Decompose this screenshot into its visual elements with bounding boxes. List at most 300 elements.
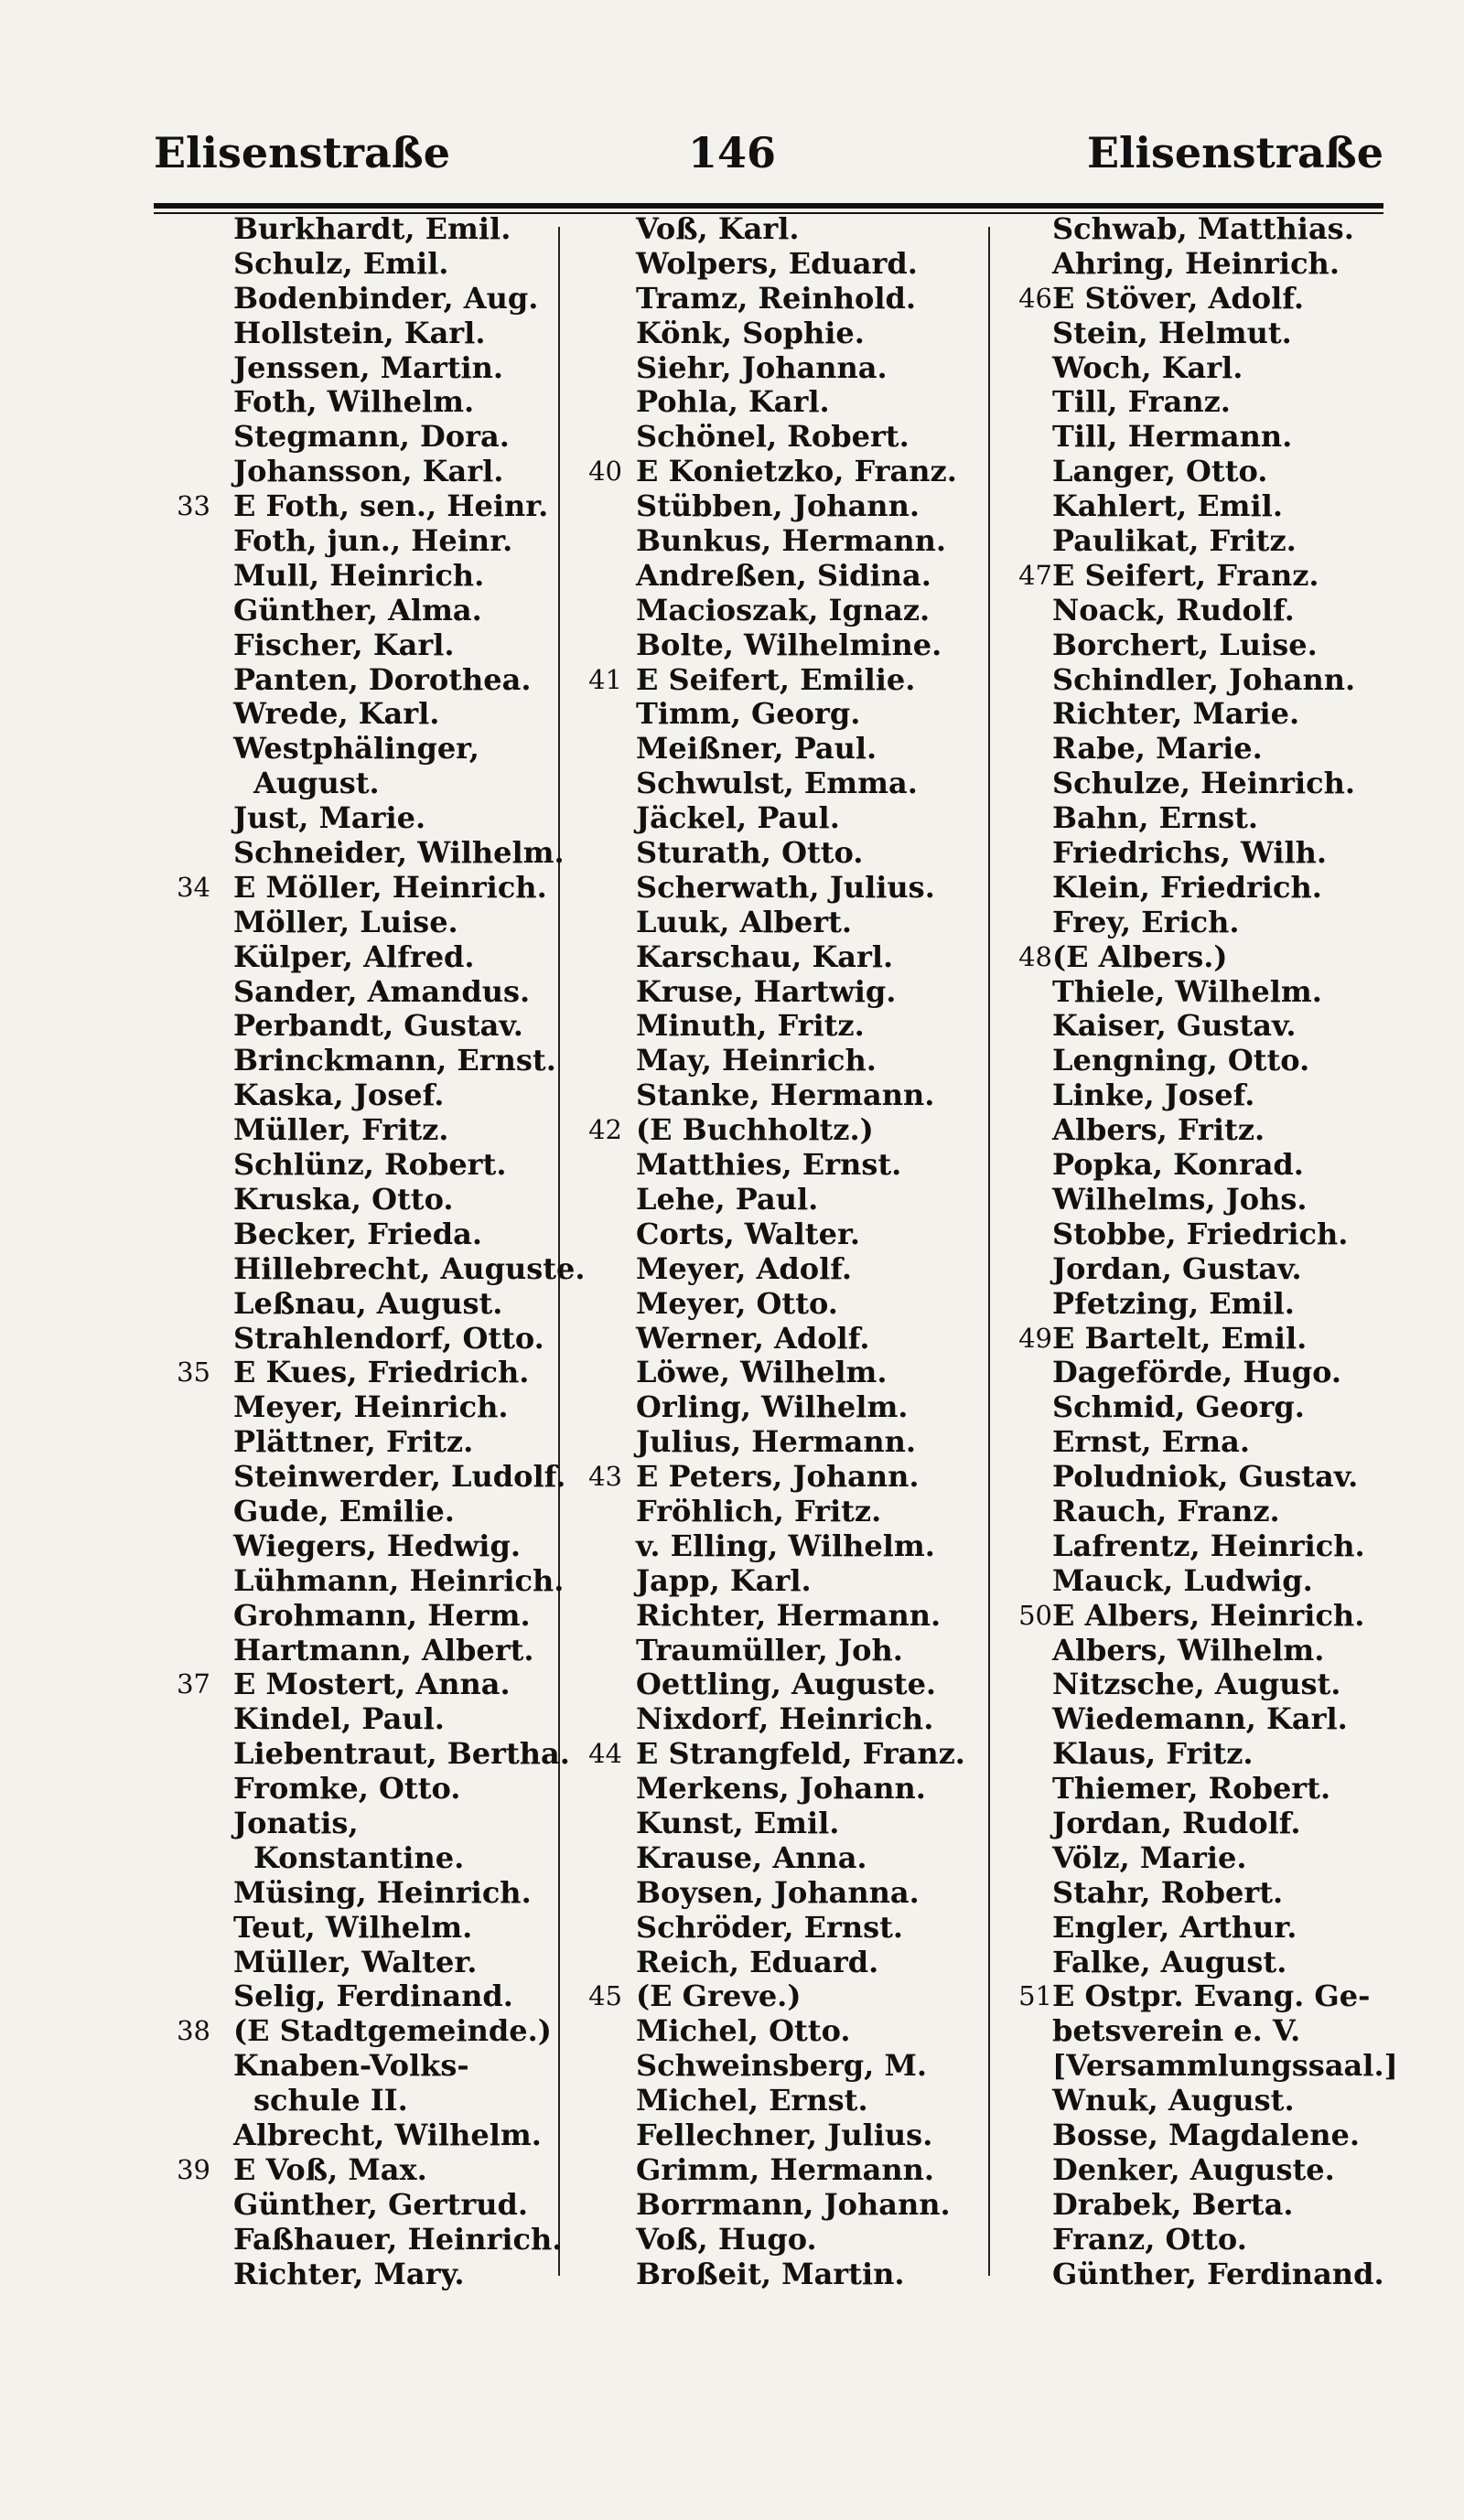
resident-name: Albers, Wilhelm. [1052,1632,1325,1667]
list-item [563,906,993,940]
resident-name: Bosse, Magdalene. [1052,2117,1360,2152]
list-item [151,1979,558,2014]
list-item [151,455,558,489]
resident-name: Kaiser, Gustav. [1052,1008,1297,1044]
resident-name: August. [253,766,380,801]
resident-name: Fischer, Karl. [233,627,455,662]
resident-name: Schlünz, Robert. [233,1147,507,1183]
resident-name: Foth, jun., Heinr. [233,523,513,559]
resident-name: Möller, Luise. [233,904,458,939]
resident-name: Völz, Marie. [1052,1839,1247,1875]
list-item [151,385,558,420]
page-header [0,128,1464,192]
list-item [151,1322,558,1357]
list-item [563,1113,993,1148]
list-item [993,628,1432,663]
list-item [993,1044,1432,1078]
list-item [563,1322,993,1357]
resident-name: Stobbe, Friedrich. [1052,1216,1349,1251]
list-item [151,1459,566,1495]
resident-name: Albrecht, Wilhelm. [233,2117,542,2152]
resident-name: E Foth, sen., Heinr. [233,488,549,524]
list-item [563,732,993,767]
list-item [563,1911,993,1946]
resident-name: Friedrichs, Wilh. [1052,835,1328,871]
resident-name: (E Greve.) [636,1978,802,2014]
resident-name: Reich, Eduard. [636,1944,879,1979]
resident-name: Perbandt, Gustav. [233,1008,523,1044]
resident-name: Traumüller, Joh. [636,1632,903,1667]
list-item [993,1807,1432,1841]
list-item [151,1807,558,1841]
resident-name: E Möller, Heinrich. [233,869,547,905]
resident-name: Broßeit, Martin. [636,2256,905,2291]
resident-name: Richter, Hermann. [636,1597,942,1633]
list-item [563,282,993,316]
list-item [993,2223,1432,2257]
list-item [563,1841,993,1876]
resident-name: v. Elling, Wilhelm. [636,1528,935,1563]
resident-name: Hillebrecht, Auguste. [233,1250,586,1286]
resident-name: Wolpers, Eduard. [636,245,918,281]
list-item [151,351,558,386]
resident-name: Klaus, Fritz. [1052,1736,1254,1772]
house-number: 50 [1018,1599,1052,1631]
list-item [151,1772,558,1807]
resident-name: Thiemer, Robert. [1052,1771,1331,1807]
list-item [993,906,1432,940]
list-item [151,489,558,524]
resident-name: (E Stadtgemeinde.) [233,2013,552,2049]
list-item [151,2221,563,2257]
list-item [993,2118,1432,2153]
resident-name: Knaben-Volks- [233,2048,469,2084]
house-number: 48 [1018,940,1052,972]
resident-name: Pohla, Karl. [636,384,830,420]
resident-name: Müsing, Heinrich. [233,1874,532,1910]
resident-name: Minuth, Fritz. [636,1008,865,1044]
resident-name: Jordan, Gustav. [1052,1250,1302,1286]
list-item [151,1911,558,1946]
house-number: 49 [1018,1322,1052,1354]
resident-name: E Stöver, Adolf. [1052,280,1304,316]
resident-name: Kruse, Hartwig. [636,973,897,1009]
list-item [151,1217,558,1252]
list-item [563,1702,993,1737]
resident-name: Wiegers, Hedwig. [233,1528,521,1563]
resident-name: Schwulst, Emma. [636,766,918,801]
list-item [563,1529,993,1564]
resident-name: Mauck, Ludwig. [1052,1562,1313,1598]
resident-name: Kahlert, Emil. [1052,488,1283,524]
house-number: 34 [177,871,210,903]
list-item [993,2257,1432,2292]
resident-name: Stübben, Johann. [636,488,920,524]
resident-name: Franz, Otto. [1052,2221,1247,2257]
list-item [151,420,558,455]
list-item [563,1495,993,1529]
resident-name: Schneider, Wilhelm. [233,835,565,871]
list-item [993,663,1432,698]
house-number: 51 [1018,1980,1052,2012]
resident-name: Lühmann, Heinrich. [233,1562,565,1598]
resident-name: Falke, August. [1052,1944,1287,1979]
list-item [151,316,558,351]
list-item [563,489,993,524]
resident-name: Siehr, Johanna. [636,349,888,385]
resident-name: Meyer, Otto. [636,1285,838,1321]
resident-name: Stegmann, Dora. [233,419,510,455]
list-item [993,2084,1432,2118]
list-item [993,1425,1432,1460]
house-number: 35 [177,1357,210,1389]
list-item [993,871,1432,906]
list-item [151,906,558,940]
list-item [993,455,1432,489]
list-item [151,1078,558,1113]
resident-name: Foth, Wilhelm. [233,384,475,420]
list-item [563,628,993,663]
resident-name: Fröhlich, Fritz. [636,1493,882,1528]
resident-name: (E Albers.) [1052,938,1228,974]
list-item [151,835,565,871]
list-item [151,212,558,247]
list-item [993,316,1432,351]
resident-name: Richter, Mary. [233,2256,465,2291]
list-item [993,1876,1432,1911]
list-item [563,1634,993,1668]
resident-name: Wiedemann, Karl. [1052,1701,1348,1737]
list-item [151,1009,558,1044]
resident-name: E Seifert, Emilie. [636,661,916,697]
list-item [993,975,1432,1010]
list-item [151,1113,558,1148]
list-item [563,1044,993,1078]
list-item [151,1495,558,1529]
list-item [993,385,1432,420]
resident-name: Becker, Frieda. [233,1216,483,1251]
resident-name: Steinwerder, Ludolf. [233,1459,566,1495]
list-item [993,940,1432,975]
list-item [563,351,993,386]
resident-name: Sander, Amandus. [233,973,531,1009]
resident-name: E Seifert, Franz. [1052,557,1319,593]
list-item [151,1425,558,1460]
list-item [993,351,1432,386]
resident-name: Linke, Josef. [1052,1078,1255,1113]
resident-name: Panten, Dorothea. [233,661,532,697]
list-item [151,2084,558,2118]
list-item [563,697,993,732]
resident-name: Michel, Otto. [636,2013,851,2049]
resident-name: Teut, Wilhelm. [233,1909,473,1945]
resident-name: Plättner, Fritz. [233,1424,474,1460]
resident-name: E Voß, Max. [233,2151,427,2187]
list-item [151,767,558,801]
resident-name: Paulikat, Fritz. [1052,523,1297,559]
list-item [563,247,993,282]
list-item [993,247,1432,282]
list-item [563,559,993,594]
resident-name: Schröder, Ernst. [636,1909,904,1945]
resident-name: Lehe, Paul. [636,1181,819,1217]
list-item [563,420,993,455]
resident-name: Kunst, Emil. [636,1805,840,1840]
resident-name: Müller, Walter. [233,1944,478,1979]
resident-name: Meißner, Paul. [636,731,877,767]
resident-name: E Bartelt, Emil. [1052,1320,1308,1356]
list-item [563,212,993,247]
resident-name: (E Buchholtz.) [636,1112,874,1148]
house-number: 45 [588,1980,622,2012]
resident-name: Rabe, Marie. [1052,731,1263,767]
resident-name: Westphälinger, [233,731,479,767]
resident-name: E Strangfeld, Franz. [636,1736,965,1772]
list-item [151,2257,558,2292]
resident-name: E Kues, Friedrich. [233,1355,530,1390]
list-item [563,2223,993,2257]
resident-name: Brinckmann, Ernst. [233,1043,556,1078]
house-number: 33 [177,490,210,522]
resident-name: Poludniok, Gustav. [1052,1459,1359,1495]
list-item [563,1807,993,1841]
list-item [993,1979,1432,2014]
list-item [151,1183,558,1217]
list-item [563,1772,993,1807]
list-item [151,975,558,1010]
resident-name: Bolte, Wilhelmine. [636,627,942,662]
list-item [151,1702,558,1737]
resident-name: Japp, Karl. [636,1562,812,1598]
resident-name: Stein, Helmut. [1052,315,1292,350]
resident-name: Strahlendorf, Otto. [233,1320,544,1356]
resident-name: Noack, Rudolf. [1052,592,1295,627]
resident-name: Liebentraut, Bertha. [233,1736,570,1772]
list-item [993,1390,1432,1425]
list-item [563,316,993,351]
resident-name: [Versammlungssaal.] [1052,2048,1398,2084]
list-item [151,1390,558,1425]
resident-name: Stanke, Hermann. [636,1078,935,1113]
resident-name: Faßhauer, Heinrich. [233,2221,563,2257]
list-item [993,1841,1432,1876]
resident-name: E Peters, Johann. [636,1459,920,1495]
list-item [563,975,993,1010]
house-number: 39 [177,2153,210,2185]
list-item [563,663,993,698]
resident-name: Klein, Friedrich. [1052,869,1322,905]
resident-name: Fellechner, Julius. [636,2117,933,2152]
resident-name: Müller, Fritz. [233,1112,449,1148]
resident-name: Wrede, Karl. [233,696,440,732]
list-item [993,1495,1432,1529]
resident-name: Pfetzing, Emil. [1052,1285,1295,1321]
list-item [563,1460,993,1495]
column-2 [563,212,993,2291]
list-item [563,871,993,906]
house-number: 38 [177,2015,210,2047]
resident-name: Krause, Anna. [636,1839,867,1875]
resident-name: Hollstein, Karl. [233,315,486,350]
list-item [563,2118,993,2153]
list-item [563,940,993,975]
resident-name: Rauch, Franz. [1052,1493,1280,1528]
resident-name: Boysen, Johanna. [636,1874,920,1910]
resident-name: Bahn, Ernst. [1052,800,1259,836]
resident-name: Günther, Ferdinand. [1052,2256,1384,2291]
list-item [993,1148,1432,1183]
resident-name: Sturath, Otto. [636,835,864,871]
list-item [151,1667,558,1702]
resident-name: Woch, Karl. [1052,349,1243,385]
resident-name: Könk, Sophie. [636,315,865,350]
column-1 [151,211,586,2291]
list-item [993,2014,1432,2049]
list-item [563,2084,993,2118]
resident-name: Gude, Emilie. [233,1493,455,1528]
list-item [151,2188,558,2223]
resident-name: Wilhelms, Johs. [1052,1181,1308,1217]
resident-name: Werner, Adolf. [636,1320,870,1356]
list-item [151,594,558,628]
list-item [993,1946,1432,1980]
list-item [151,940,558,975]
list-item [563,2188,993,2223]
resident-name: betsverein e. V. [1052,2013,1301,2049]
list-item [151,1876,558,1911]
list-item [993,1009,1432,1044]
list-item [993,2188,1432,2223]
resident-name: Ahring, Heinrich. [1052,245,1340,281]
resident-name: Meyer, Adolf. [636,1250,853,1286]
list-item [563,1217,993,1252]
list-item [151,559,558,594]
list-item [151,247,558,282]
resident-name: Frey, Erich. [1052,904,1240,939]
resident-name: Langer, Otto. [1052,454,1268,489]
list-item [993,1564,1432,1599]
resident-name: Bunkus, Hermann. [636,523,947,559]
resident-name: Kruska, Otto. [233,1181,454,1217]
list-item [151,801,558,836]
resident-name: Meyer, Heinrich. [233,1389,509,1425]
resident-name: Mull, Heinrich. [233,557,485,593]
list-item [151,1562,565,1599]
list-item [151,1841,558,1876]
list-item [563,2153,993,2188]
list-item [993,1772,1432,1807]
list-item [993,697,1432,732]
list-item [563,1425,993,1460]
list-item [563,801,993,836]
header-street-right: Elisenstraße [1086,128,1383,177]
list-item [563,836,993,871]
resident-name: Nixdorf, Heinrich. [636,1701,934,1737]
resident-name: Oettling, Auguste. [636,1667,937,1702]
resident-name: Drabek, Berta. [1052,2186,1294,2222]
list-item [563,1979,993,2014]
list-item [563,1356,993,1390]
list-item [993,1356,1432,1390]
list-item [151,1044,558,1078]
resident-name: Orling, Wilhelm. [636,1389,909,1425]
list-item [563,1078,993,1113]
header-rule-thick [154,203,1383,209]
resident-name: Nitzsche, August. [1052,1667,1341,1702]
list-item [563,767,993,801]
resident-name: Jäckel, Paul. [636,800,840,836]
resident-name: Löwe, Wilhelm. [636,1355,888,1390]
resident-name: Denker, Auguste. [1052,2151,1335,2187]
list-item [151,1529,558,1564]
resident-name: Thiele, Wilhelm. [1052,973,1322,1009]
list-item [993,559,1432,594]
list-item [151,1250,586,1287]
list-item [151,871,558,906]
list-item [993,1599,1432,1634]
list-item [151,1736,570,1772]
list-item [151,663,558,698]
resident-name: Johansson, Karl. [233,454,504,489]
list-item [563,1287,993,1322]
list-item [993,1911,1432,1946]
list-item [563,1737,993,1772]
resident-name: Hartmann, Albert. [233,1632,534,1667]
resident-name: Jordan, Rudolf. [1052,1805,1301,1840]
list-item [151,1148,558,1183]
list-item [993,767,1432,801]
resident-name: Grohmann, Herm. [233,1597,531,1633]
resident-name: Bodenbinder, Aug. [233,280,539,316]
resident-name: Karschau, Karl. [636,938,894,974]
list-item [563,1252,993,1287]
list-item [563,2257,993,2292]
list-item [151,282,558,316]
list-item [993,420,1432,455]
list-item [993,282,1432,316]
list-item [563,594,993,628]
page-number: 146 [687,128,777,177]
resident-name: Schindler, Johann. [1052,661,1356,697]
list-item [151,1946,558,1980]
list-item [563,1390,993,1425]
list-item [151,2118,558,2153]
house-number: 43 [588,1461,622,1493]
resident-name: Tramz, Reinhold. [636,280,917,316]
resident-name: Schmid, Georg. [1052,1389,1305,1425]
list-item [993,1667,1432,1702]
resident-name: Corts, Walter. [636,1216,860,1251]
list-item [151,524,558,559]
resident-name: Burkhardt, Emil. [233,211,511,246]
resident-name: Voß, Karl. [636,211,800,246]
list-item [563,1009,993,1044]
resident-name: E Mostert, Anna. [233,1667,511,1702]
resident-name: Merkens, Johann. [636,1771,926,1807]
house-number: 44 [588,1738,622,1770]
resident-name: Till, Hermann. [1052,419,1293,455]
list-item [151,2153,558,2188]
resident-name: Schulze, Heinrich. [1052,766,1356,801]
list-item [563,385,993,420]
list-item [151,628,558,663]
list-item [993,1078,1432,1113]
resident-name: Michel, Ernst. [636,2083,868,2118]
house-number: 40 [588,456,622,488]
resident-name: Schönel, Robert. [636,419,910,455]
house-number: 42 [588,1114,622,1146]
house-number: 46 [1018,282,1052,314]
